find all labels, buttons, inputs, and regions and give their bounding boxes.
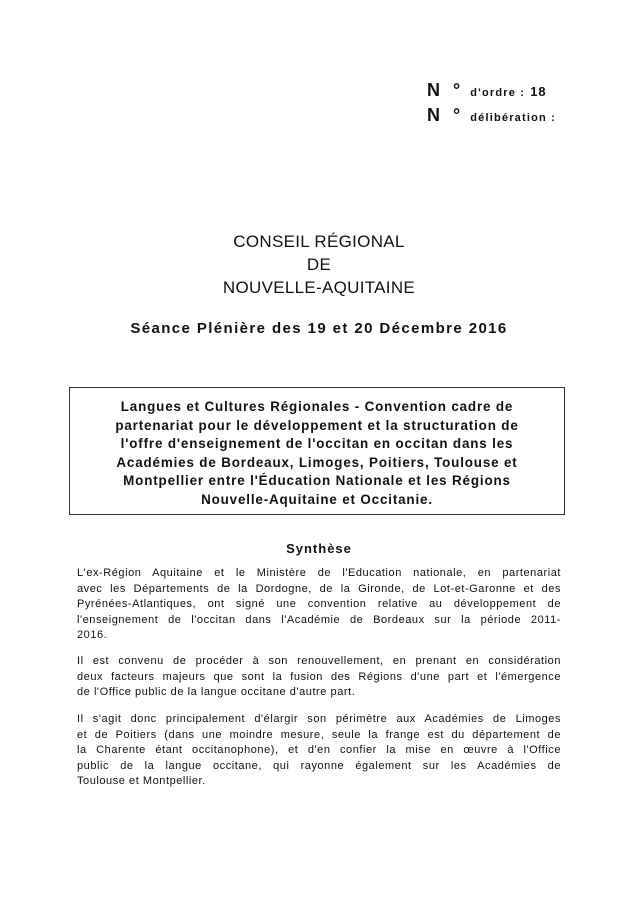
paragraph-line: l'enseignement de l'occitan dans l'Académie de Bordeaux sur la période 2011- [77,613,561,626]
paragraph-line: et de Poitiers (dans une moindre mesure, seule la frange est du département de [77,728,561,741]
subject-line: Académies de Bordeaux, Limoges, Poitiers, Toulouse et [116,454,518,470]
deliberation-line [427,105,627,130]
deliberation-label: délibération : [470,112,557,124]
ordre-line [427,80,627,105]
subject-line: Nouvelle-Aquitaine et Occitanie. [201,491,433,507]
paragraph-line: avec les Départements de la Dordogne, de la Gironde, de Lot-et-Garonne et des [77,582,561,595]
order-number-block [427,80,627,130]
synthese-paragraph-3 [77,712,561,790]
synthese-paragraph-2 [77,654,561,701]
council-title [0,230,638,299]
paragraph-line: Il s'agit donc principalement d'élargir son périmètre aux Académies de Limoges [77,713,561,725]
subject-line: Montpellier entre l'Éducation Nationale et les Régions [123,473,511,488]
paragraph-line: L'ex-Région Aquitaine et le Ministère de l'Education nationale, en partenariat [77,567,561,579]
paragraph-line: de l'Office public de la langue occitane d'autre part. [77,686,356,699]
deliberation-symbol: N ° [427,105,465,125]
ordre-label: d'ordre : [470,87,526,99]
paragraph-line: public de la langue occitane, qui rayonne également sur les Académies de [77,759,561,772]
subject-line: partenariat pour le développement et la structuration de [115,417,519,433]
subject-box [69,387,565,515]
paragraph-line: la Charente étant occitanophone), et d'en confier la mise en œuvre à l'Office [77,744,561,757]
synthese-paragraph-1 [77,566,561,644]
paragraph-line: Il est convenu de procéder à son renouvellement, en prenant en considération [77,655,561,667]
paragraph-line: 2016. [77,629,108,642]
synthese-heading: Synthèse [286,541,352,556]
paragraph-line: Pyrénées-Atlantiques, ont signé une convention relative au développement de [77,598,561,611]
ordre-value: 18 [530,84,547,99]
title-line-2: DE [306,255,332,274]
subject-line: Langues et Cultures Régionales - Convention cadre de [120,399,514,414]
session-heading: Séance Plénière des 19 et 20 Décembre 2016 [130,320,508,337]
paragraph-line: Toulouse et Montpellier. [77,775,206,788]
title-line-3: NOUVELLE-AQUITAINE [222,278,416,297]
title-line-1: CONSEIL RÉGIONAL [233,232,405,251]
paragraph-line: deux facteurs majeurs que sont la fusion des Régions d'une part et l'émergence [77,670,561,683]
subject-line: l'offre d'enseignement de l'occitan en occitan dans les [120,436,514,451]
ordre-symbol: N ° [427,80,465,100]
